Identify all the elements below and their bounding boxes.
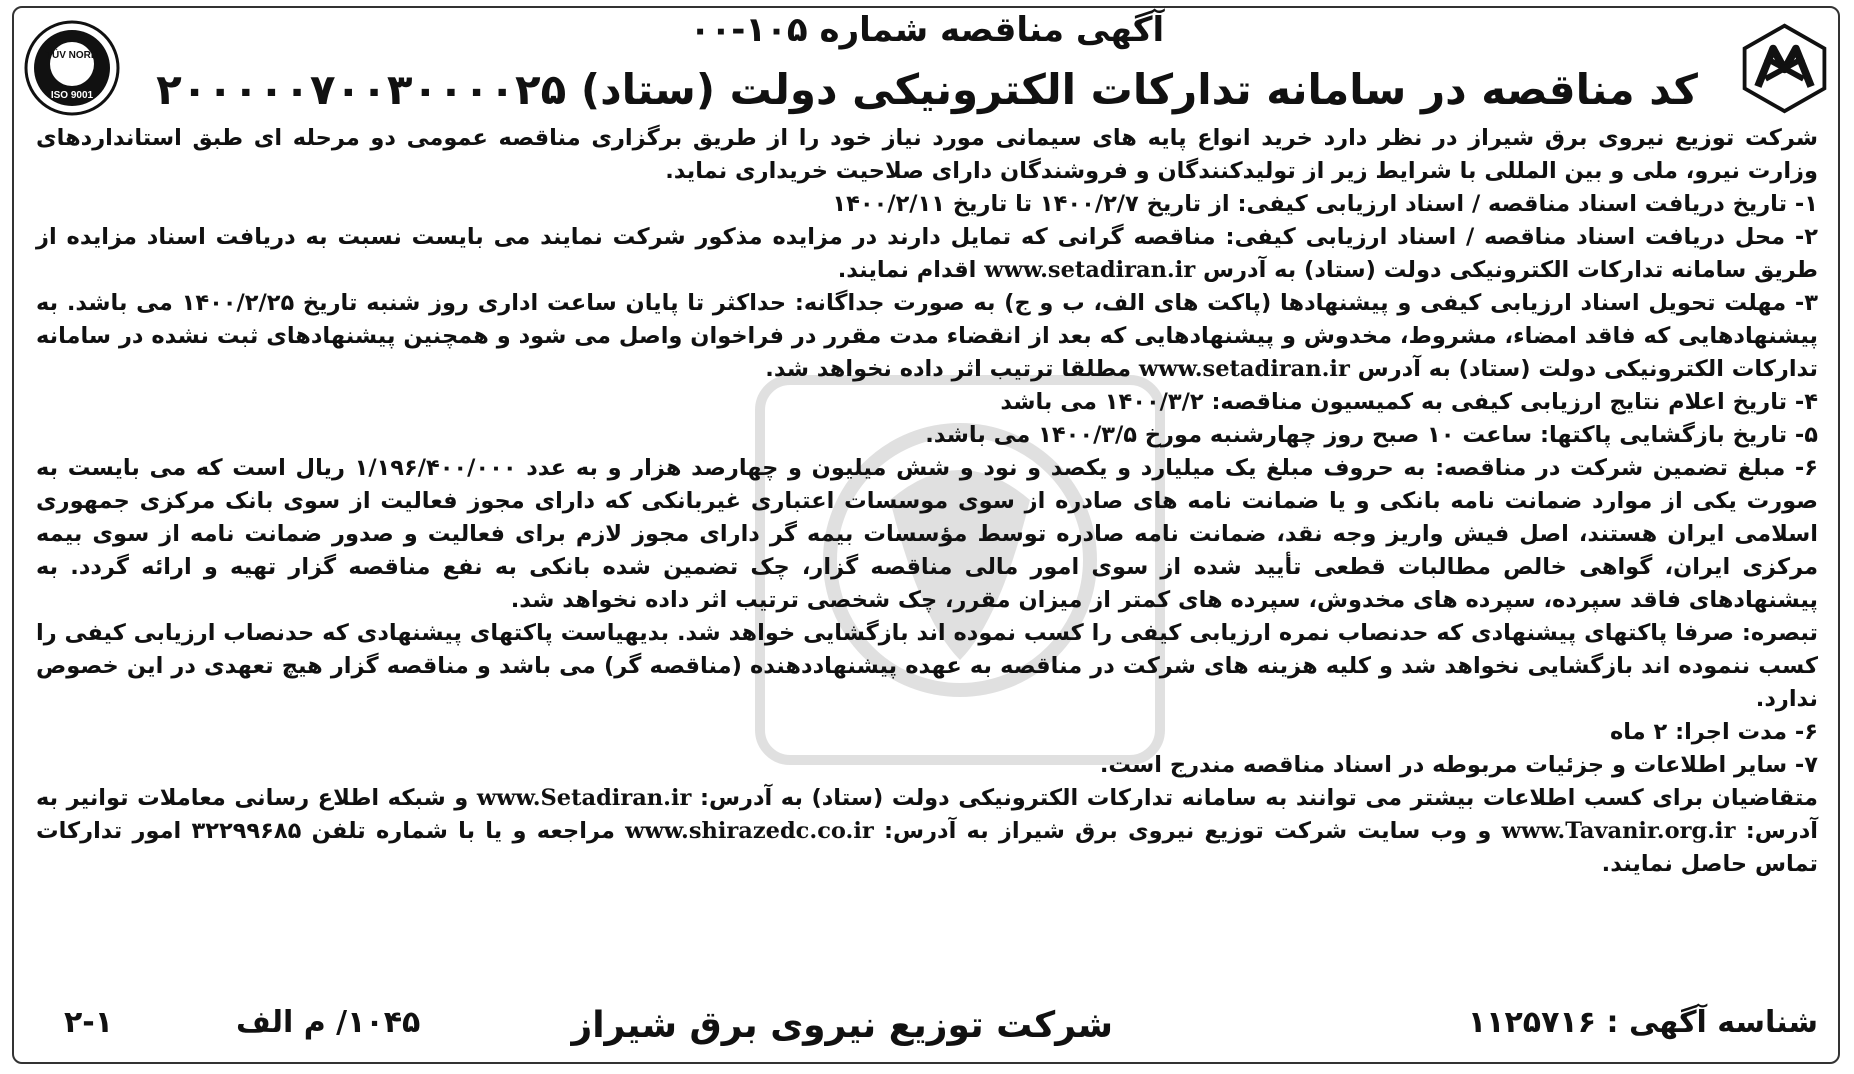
- note-heading: تبصره:: [1741, 620, 1818, 646]
- closing-paragraph: [36, 782, 1818, 881]
- svg-text:TÜV NORD: TÜV NORD: [45, 50, 99, 61]
- item-heading: ۵- تاریخ بازگشایی پاکتها:: [1539, 422, 1818, 448]
- company-name: شرکت توزیع نیروی برق شیراز: [571, 1005, 1113, 1046]
- footer: [36, 1005, 1818, 1055]
- item-text: مناقصه گرانی که تمایل دارند در مزایده مذکور شرکت نمایند می بایست نسبت به دریافت اسناد مزایده از طریق سامانه تدارکات الکترونیکی دولت (ستاد) به آدرس: [36, 224, 1818, 283]
- ad-code: ۱۰۴۵/ م الف: [236, 1005, 421, 1040]
- item-heading: ۶- مبلغ تضمین شرکت در مناقصه:: [1435, 455, 1818, 481]
- setadiran-link[interactable]: www.Setadiran.ir: [476, 785, 692, 811]
- item-text: ۱۴۰۰/۳/۲ می باشد: [1000, 389, 1204, 415]
- item-text: به حروف مبلغ یک میلیارد و یکصد و نود و شش میلیون و چهارصد هزار و به عدد ۱/۱۹۶/۴۰۰/۰۰۰ ریال است که می بایست به صورت یکی از موارد ضمانت نامه بانکی و یا ضمانت نامه های صادره از سوی موسسات اعتباری غیربانکی که دارای مجوز فعالیت از سوی بانک مرکزی جمهوری اسلامی ایران هستند، اصل فیش واریز وجه نقد، ضمانت نامه صادره توسط مؤسسات بیمه گر دارای مجوز لازم برای فعالیت و صدور ضمانت نامه از سوی بیمه مرکزی ایران، گواهی خالص مطالبات قطعی تأیید شده از سوی امور مالی مناقصه گزار، چک تضمین شده بانکی به نفع مناقصه گزار تهیه و ارائه گردد. به پیشنهادهای فاقد سپرده، سپرده های مخدوش، سپرده های کمتر از میزان مقرر، چک شخصی ترتیب اثر داده نخواهد شد.: [36, 455, 1818, 613]
- item-heading: ۶- مدت اجرا:: [1675, 719, 1818, 745]
- item-3: [36, 287, 1818, 386]
- tavanir-link[interactable]: www.Tavanir.org.ir: [1501, 818, 1736, 844]
- item-text: سایر اطلاعات و جزئیات مربوطه در اسناد مناقصه مندرج است.: [1099, 752, 1788, 778]
- ad-id: شناسه آگهی : ۱۱۲۵۷۱۶: [1467, 1005, 1818, 1040]
- note-text: صرفا پاکتهای پیشنهادی که حدنصاب نمره ارزیابی کیفی را کسب نموده اند بازگشایی خواهد شد. بدیهیاست پاکتهای پیشنهادی که حدنصاب ارزیابی کیفی را کسب ننموده اند بازگشایی نخواهد شد و کلیه هزینه های شرکت در مناقصه به عهده پیشنهاددهنده (مناقصه گر) می باشد و مناقصه گزار هیچ تعهدی در این خصوص ندارد.: [36, 620, 1818, 712]
- item-7: [36, 749, 1818, 782]
- closing-text-2: و شبکه اطلاع رسانی معاملات توانیر به آدرس:: [36, 785, 1818, 844]
- item-heading: ۲- محل دریافت اسناد مناقصه / اسناد ارزیابی کیفی:: [1225, 224, 1819, 250]
- svg-text:ISO 9001: ISO 9001: [50, 90, 94, 101]
- intro-paragraph: شرکت توزیع نیروی برق شیراز در نظر دارد خرید انواع پایه های سیمانی مورد نیاز خود را از طریق برگزاری مناقصه عمومی دو مرحله ای طبق استانداردهای وزارت نیرو، ملی و بین المللی با شرایط زیر از تولیدکنندگان و فروشندگان دارای صلاحیت خریداری نماید.: [36, 125, 1818, 184]
- item-6-duration: [36, 716, 1818, 749]
- item-heading: ۳- مهلت تحویل اسناد ارزیابی کیفی و پیشنهادها (پاکت های الف، ب و ج) به صورت جداگانه:: [794, 290, 1818, 316]
- closing-text-3: و وب سایت شرکت توزیع نیروی برق شیراز به آدرس:: [884, 818, 1492, 844]
- item-heading: ۷-: [1794, 752, 1818, 778]
- shirazedc-link[interactable]: www.shirazedc.co.ir: [625, 818, 874, 844]
- setadiran-link[interactable]: www.setadiran.ir: [1138, 356, 1350, 382]
- item-4: [36, 386, 1818, 419]
- item-heading: ۴- تاریخ اعلام نتایج ارزیابی کیفی به کمیسیون مناقصه:: [1211, 389, 1818, 415]
- note-paragraph: [36, 617, 1818, 716]
- item-heading: ۱- تاریخ دریافت اسناد مناقصه / اسناد ارزیابی کیفی:: [1237, 191, 1818, 217]
- item-tail: مطلقا ترتیب اثر داده نخواهد شد.: [765, 356, 1132, 382]
- item-2: [36, 221, 1818, 287]
- item-text: حداکثر تا پایان ساعت اداری روز شنبه تاریخ ۱۴۰۰/۲/۲۵ می باشد. به پیشنهادهایی که فاقد امضاء، مشروط، مخدوش و پیشنهادهایی که بعد از انقضاء مدت مقرر در فراخوان واصل می شود و همچنین پیشنهادهای ثبت نشده در سامانه تدارکات الکترونیکی دولت (ستاد) به آدرس: [36, 290, 1818, 382]
- closing-text-1: متقاضیان برای کسب اطلاعات بیشتر می توانند به سامانه تدارکات الکترونیکی دولت (ستاد) به آدرس:: [699, 785, 1818, 811]
- item-text: از تاریخ ۱۴۰۰/۲/۷ تا تاریخ ۱۴۰۰/۲/۱۱: [832, 191, 1230, 217]
- tender-code-title: کد مناقصه در سامانه تدارکات الکترونیکی دولت (ستاد) ۲۰۰۰۰۰۷۰۰۳۰۰۰۰۲۵: [156, 65, 1698, 114]
- item-text: ساعت ۱۰ صبح روز چهارشنبه مورخ ۱۴۰۰/۳/۵ می باشد.: [925, 422, 1533, 448]
- page-number: ۲-۱: [64, 1005, 114, 1040]
- closing-text-4: مراجعه و یا با شماره تلفن ۳۲۲۹۹۶۸۵ امور تدارکات تماس حاصل نمایند.: [36, 818, 1818, 877]
- notice-title: آگهی مناقصه شماره ۱۰۵-۰۰: [689, 10, 1165, 50]
- item-1: [36, 188, 1818, 221]
- notice-body: [36, 122, 1818, 881]
- setadiran-link[interactable]: www.setadiran.ir: [984, 257, 1196, 283]
- item-5: [36, 419, 1818, 452]
- item-text: ۲ ماه: [1610, 719, 1668, 745]
- item-6-guarantee: [36, 452, 1818, 617]
- item-tail: اقدام نمایند.: [837, 257, 977, 283]
